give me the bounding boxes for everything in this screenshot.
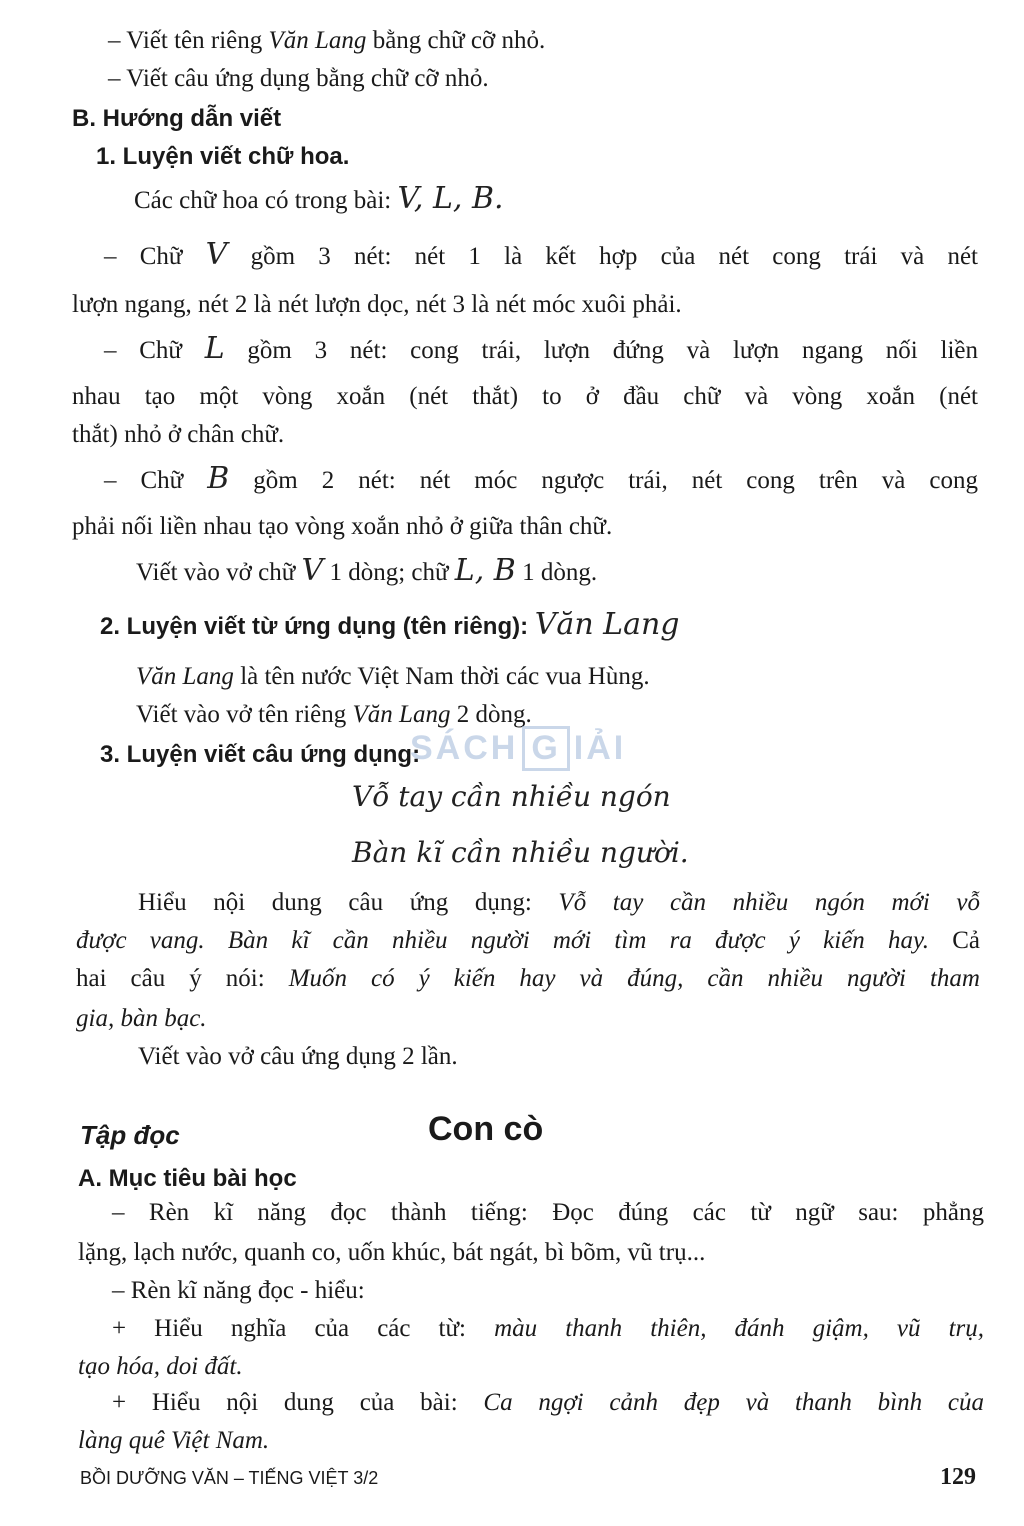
meaning-line-4: gia, bàn bạc. <box>76 1005 207 1032</box>
text: Hiểu nội dung câu ứng dụng: <box>138 889 559 916</box>
text: – Chữ <box>104 243 206 270</box>
text: Cả <box>929 927 980 954</box>
caps-intro-line <box>134 182 504 218</box>
text-italic: Văn Lang <box>136 663 234 690</box>
meaning-line-2 <box>76 924 980 958</box>
text: Các chữ hoa có trong bài: <box>134 187 398 214</box>
text: 1 dòng. <box>515 559 598 586</box>
text: + Hiểu nội dung của bài: <box>112 1389 484 1416</box>
watermark-text: IẢI <box>573 729 627 767</box>
meaning-line-3 <box>76 962 980 996</box>
intro-line-1 <box>108 24 545 58</box>
text: là tên nước Việt Nam thời các vua Hùng. <box>233 663 650 690</box>
text: hai câu ý nói: <box>76 965 289 992</box>
text: Viết vào vở chữ <box>136 559 302 586</box>
script-letters: L, B <box>454 553 516 588</box>
a4-line-1 <box>112 1386 984 1420</box>
text: Viết vào vở tên riêng <box>136 701 353 728</box>
section-a-heading: A. Mục tiêu bài học <box>78 1165 297 1192</box>
script-sentence-1: Vỗ tay cần nhiều ngón <box>352 780 671 813</box>
script-letter-v: V <box>205 237 228 272</box>
a3-line-1 <box>112 1312 984 1346</box>
text: gồm 3 nét: nét 1 là kết hợp của nét cong trái và nét <box>227 243 978 270</box>
lesson-category: Tập đọc <box>80 1120 180 1150</box>
text: 1 dòng; chữ <box>323 559 455 586</box>
page-number: 129 <box>940 1464 976 1490</box>
script-letter-v: V <box>301 553 324 588</box>
watermark-text: SÁCH <box>410 729 519 767</box>
l-desc-line-2: nhau tạo một vòng xoắn (nét thắt) to ở đầu chữ và vòng xoắn (nét <box>72 383 978 410</box>
text-italic: được vang. Bàn kĩ cần nhiều người mới tìm ra được ý kiến hay. <box>76 927 929 954</box>
a2-line: – Rèn kĩ năng đọc - hiểu: <box>112 1277 365 1304</box>
text: gồm 2 nét: nét móc ngược trái, nét cong trên và cong <box>229 467 978 494</box>
script-letters: V, L, B. <box>397 181 504 216</box>
text-italic: màu thanh thiên, đánh giậm, vũ trụ, <box>494 1315 984 1342</box>
l-desc-line-3: thắt) nhỏ ở chân chữ. <box>72 421 285 448</box>
meaning-line-1 <box>138 886 980 920</box>
write-caps-line <box>136 554 597 590</box>
a3-line-2: tạo hóa, doi đất. <box>78 1353 243 1380</box>
a1-line-1: – Rèn kĩ năng đọc thành tiếng: Đọc đúng các từ ngữ sau: phẳng <box>112 1199 984 1226</box>
a1-line-2: lặng, lạch nước, quanh co, uốn khúc, bát ngát, bì bõm, vũ trụ... <box>78 1239 706 1266</box>
a4-line-2: làng quê Việt Nam. <box>78 1427 270 1454</box>
sub2-heading: 2. Luyện viết từ ứng dụng (tên riêng): <box>100 613 535 640</box>
text-italic: Ca ngợi cảnh đẹp và thanh bình của <box>483 1389 984 1416</box>
lesson-title: Con cò <box>428 1110 544 1148</box>
text: – Chữ <box>104 467 208 494</box>
write-sentence-line: Viết vào vở câu ứng dụng 2 lần. <box>138 1043 458 1070</box>
text: bằng chữ cỡ nhỏ. <box>366 27 546 54</box>
v-desc-line-1 <box>104 238 978 274</box>
b-desc-line-1 <box>104 462 978 498</box>
script-sentence-2: Bàn kĩ cần nhiều người. <box>352 836 689 869</box>
text: – Chữ <box>104 337 205 364</box>
text: 2 dòng. <box>450 701 532 728</box>
sub1-heading: 1. Luyện viết chữ hoa. <box>96 143 350 170</box>
text: – Viết tên riêng <box>108 27 269 54</box>
footer-book-title: BỒI DƯỠNG VĂN – TIẾNG VIỆT 3/2 <box>80 1468 379 1488</box>
v-desc-line-2: lượn ngang, nét 2 là nét lượn dọc, nét 3 là nét móc xuôi phải. <box>72 291 682 318</box>
script-letter-l: L <box>204 331 225 366</box>
watermark-text: G <box>522 726 569 771</box>
script-letter-b: B <box>207 461 230 496</box>
b-desc-line-2: phải nối liền nhau tạo vòng xoắn nhỏ ở giữa thân chữ. <box>72 513 613 540</box>
l-desc-line-1 <box>104 332 978 368</box>
text-italic: Vỗ tay cần nhiều ngón mới vỗ <box>558 889 980 916</box>
script-word: Văn Lang <box>534 607 680 642</box>
sub2-desc-line <box>136 660 650 694</box>
intro-line-2: – Viết câu ứng dụng bằng chữ cỡ nhỏ. <box>108 65 489 92</box>
sub3-heading: 3. Luyện viết câu ứng dụng: <box>100 741 421 768</box>
sub2-heading-line <box>100 608 680 644</box>
text-italic: Văn Lang <box>268 27 367 54</box>
text-italic: Văn Lang <box>352 701 451 728</box>
text: gồm 3 nét: cong trái, lượn đứng và lượn ngang nối liền <box>224 337 978 364</box>
section-b-heading: B. Hướng dẫn viết <box>72 105 282 132</box>
text: + Hiểu nghĩa của các từ: <box>112 1315 495 1342</box>
text-italic: Muốn có ý kiến hay và đúng, cần nhiều người tham <box>288 965 980 992</box>
